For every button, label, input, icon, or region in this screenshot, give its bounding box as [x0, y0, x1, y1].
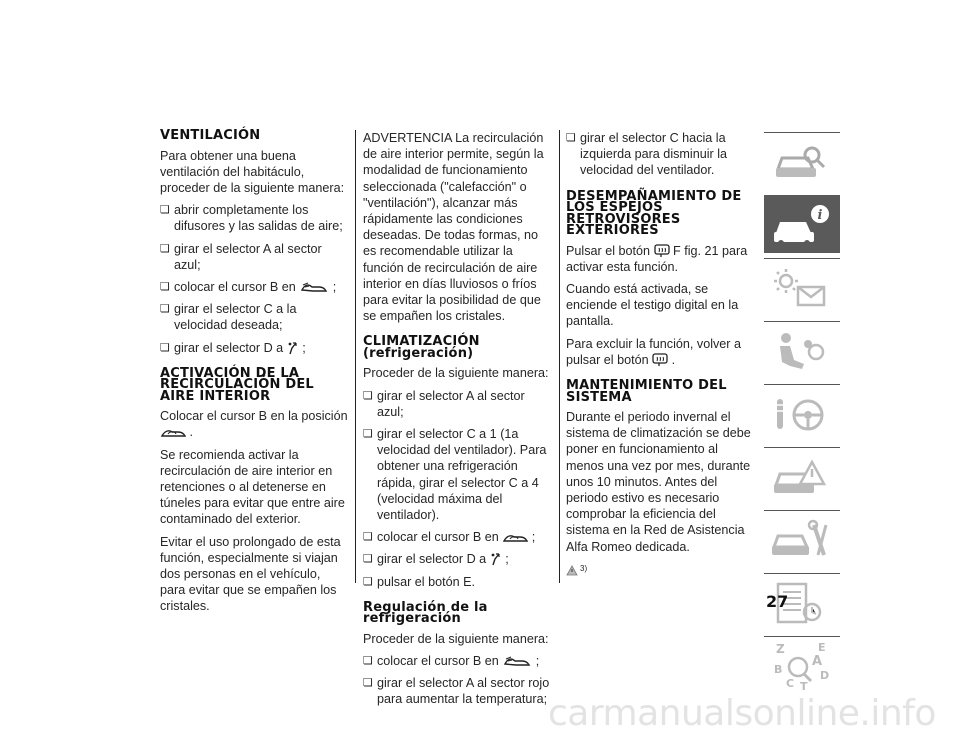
heading-climatizacion: CLIMATIZACIÓN (refrigeración): [363, 334, 480, 361]
heading-ventilacion: VENTILACIÓN: [160, 128, 261, 143]
bullet-item: ❏ girar el selector A al sector rojo para aumentar la temperatura;: [363, 675, 551, 707]
paragraph-text: Para excluir la función, volver a pulsar el botón: [566, 336, 741, 367]
car-info-icon: [764, 196, 840, 253]
tab-index[interactable]: [764, 636, 840, 694]
note-number: 3): [580, 563, 588, 573]
bullet-item: [363, 529, 551, 545]
recirculation-icon: [160, 427, 186, 439]
paragraph: Durante el periodo invernal el sistema de climatización se debe poner en funcionamiento al menos una vez por mes, durante unos 10 minutos. Antes del periodo estivo es necesario comprobar la eficiencia del sistema en la Red de Asistencia Alfa Romeo dedicada.: [566, 410, 751, 554]
bullet-item: ❏ girar el selector A al sector azul;: [160, 241, 348, 273]
bullet-text: ;: [531, 530, 536, 545]
bullet-text: colocar el cursor B en: [377, 654, 499, 669]
face-vent-icon: [502, 655, 532, 668]
section-tabs: [764, 132, 840, 699]
bullet-item: [160, 279, 348, 295]
note-reference: [566, 561, 756, 577]
bullet-item: ❏ girar el selector C a 1 (1a velocidad del ventilador). Para obtener una refrigeración rápida, girar el selector C a 4 (velocidad máxima del ventilador).: [363, 426, 551, 523]
paragraph: Proceder de la siguiente manera:: [363, 631, 549, 646]
paragraph: [160, 408, 348, 440]
bullet-item: ❏ girar el selector C a la velocidad deseada;: [160, 301, 348, 333]
bullet-text: ;: [332, 279, 337, 294]
tab-car-info[interactable]: [764, 195, 840, 253]
face-vent-icon: [299, 281, 329, 294]
recirculation-icon: [502, 532, 528, 544]
key-steering-wheel-icon: [764, 385, 840, 442]
paragraph-text: Colocar el cursor B en la posición: [160, 409, 348, 424]
bullet-item: [363, 551, 551, 567]
svg-text:i: i: [817, 208, 823, 223]
bullet-text: girar el selector D a: [174, 340, 284, 355]
heading-regulacion: Regulación de la refrigeración: [363, 599, 488, 627]
bullet-text: colocar el cursor B en: [174, 279, 296, 294]
alphabet-index-icon: [764, 637, 840, 694]
tab-safety[interactable]: [764, 321, 840, 379]
bullet-text: ;: [535, 654, 540, 669]
paragraph: Se recomienda activar la recirculación de aire interior en retenciones o al detenerse en túneles para evitar que entre aire contaminado del exterior.: [160, 447, 345, 527]
column-3: [566, 130, 756, 583]
paragraph: [566, 243, 756, 275]
paragraph: Cuando está activada, se enciende el testigo digital en la pantalla.: [566, 282, 739, 329]
index-letter: E: [818, 641, 826, 654]
bullet-item: ❏ girar el selector A al sector azul;: [363, 388, 551, 420]
heading-desempanamiento: DESEMPAÑAMIENTO DE LOS ESPEJOS RETROVISORES EXTERIORES: [566, 188, 742, 239]
column-divider: [559, 130, 560, 583]
tab-warning-lights[interactable]: [764, 258, 840, 316]
mirror-defrost-icon: [654, 244, 670, 258]
bullet-item: ❏ girar el selector C hacia la izquierda para disminuir la velocidad del ventilador.: [566, 130, 756, 179]
paragraph: Evitar el uso prolongado de esta función, especialmente si viajan dos personas en el vehículo, para evitar que se empañen los cristales.: [160, 534, 341, 614]
airflow-face-icon: [490, 552, 502, 566]
page-number: 27: [766, 592, 789, 611]
index-letter: D: [820, 669, 830, 682]
tab-maintenance[interactable]: [764, 510, 840, 568]
paragraph: [566, 336, 756, 368]
heading-mantenimiento: MANTENIMIENTO DEL SISTEMA: [566, 378, 727, 405]
warning-triangle-icon: [566, 565, 578, 576]
paragraph: Para obtener una buena ventilación del habitáculo, proceder de la siguiente manera:: [160, 148, 345, 195]
airflow-face-icon: [287, 341, 299, 355]
bullet-item: ❏ pulsar el botón E.: [363, 574, 551, 590]
bullet-item: ❏ abrir completamente los difusores y las salidas de aire;: [160, 202, 348, 234]
paragraph: Proceder de la siguiente manera:: [363, 366, 549, 381]
index-letter: T: [800, 680, 808, 693]
car-search-icon: [764, 133, 840, 190]
bullet-text: ;: [302, 340, 306, 355]
bullet-text: colocar el cursor B en: [377, 530, 499, 545]
bullet-text: girar el selector D a: [377, 552, 487, 567]
column-2: [363, 130, 551, 714]
tab-starting-driving[interactable]: [764, 384, 840, 442]
car-emergency-icon: [764, 448, 840, 505]
paragraph-text: .: [671, 352, 676, 367]
bullet-text: ;: [505, 552, 509, 567]
seat-airbag-icon: [764, 322, 840, 379]
warning-paragraph: ADVERTENCIA La recirculación de aire interior permite, según la modalidad de funcionamiento seleccionada ("calefacción" o "ventilación"), alcanzar más rápidamente las condiciones deseadas. De todas formas, no es recomendable utilizar la función de recirculación de aire interior en días lluviosos o fríos para evitar la posibilidad de que se empañen los cristales.: [363, 131, 544, 324]
column-divider: [355, 130, 356, 583]
tab-car-search[interactable]: [764, 132, 840, 190]
mirror-defrost-icon: [652, 353, 668, 367]
bullet-item: [160, 340, 348, 356]
index-letter: C: [786, 677, 795, 690]
tab-emergency[interactable]: [764, 447, 840, 505]
index-letter: B: [774, 663, 783, 676]
heading-recirculacion: ACTIVACIÓN DE LA RECIRCULACIÓN DEL AIRE INTERIOR: [160, 365, 314, 404]
index-letter: Z: [776, 642, 785, 656]
watermark: carmanualsonline.info: [548, 693, 936, 734]
column-1: [160, 130, 348, 621]
paragraph-text: Pulsar el botón: [566, 243, 651, 258]
bullet-item: [363, 653, 551, 669]
warning-lights-icon: [764, 259, 840, 316]
paragraph-text: .: [189, 425, 193, 440]
car-wrench-icon: [764, 511, 840, 568]
index-letter: A: [812, 654, 823, 669]
paragraph-text: F fig. 21 para activar esta función.: [566, 243, 748, 274]
